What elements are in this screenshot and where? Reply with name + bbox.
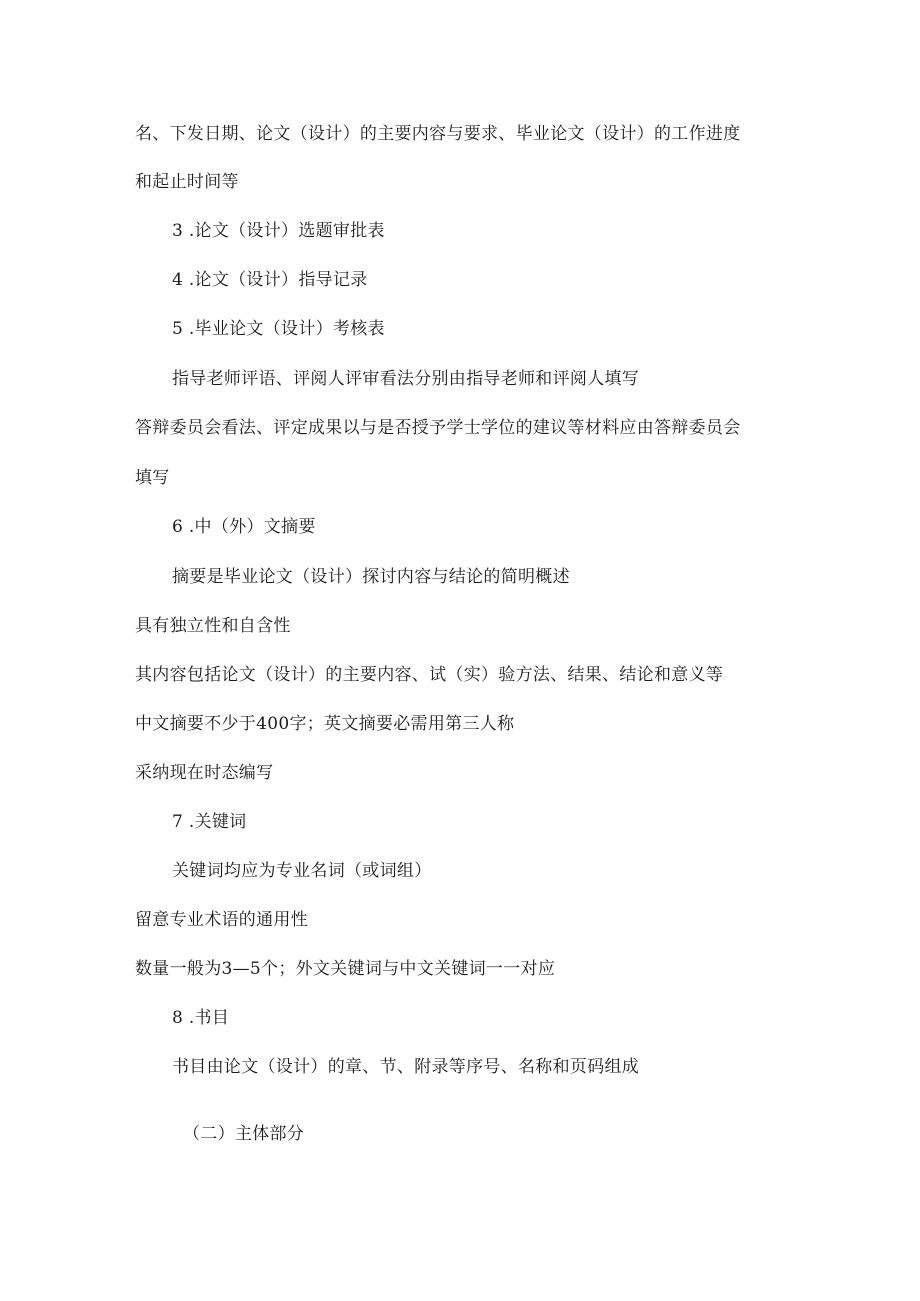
list-item-heading: 8 .书目 xyxy=(172,1008,230,1028)
section-heading: （二）主体部分 xyxy=(183,1124,305,1144)
paragraph-line: 名、下发日期、论文（设计）的主要内容与要求、毕业论文（设计）的工作进度 xyxy=(135,124,741,144)
list-item-heading: 4 .论文（设计）指导记录 xyxy=(172,270,368,290)
paragraph-line: 指导老师评语、评阅人评审看法分别由指导老师和评阅人填写 xyxy=(172,369,640,389)
list-item-heading: 7 .关键词 xyxy=(172,812,247,832)
list-item-heading: 3 .论文（设计）选题审批表 xyxy=(172,221,385,241)
paragraph-line: 和起止时间等 xyxy=(135,172,239,192)
list-item-heading: 5 .毕业论文（设计）考核表 xyxy=(172,319,385,339)
paragraph-line: 中文摘要不少于400字；英文摘要必需用第三人称 xyxy=(135,714,515,734)
list-item-heading: 6 .中（外）文摘要 xyxy=(172,517,316,537)
paragraph-line: 填写 xyxy=(135,468,170,488)
paragraph-line: 关键词均应为专业名词（或词组） xyxy=(172,861,432,881)
paragraph-line: 留意专业术语的通用性 xyxy=(135,910,308,930)
paragraph-line: 书目由论文（设计）的章、节、附录等序号、名称和页码组成 xyxy=(172,1057,640,1077)
paragraph-line: 具有独立性和自含性 xyxy=(135,616,291,636)
paragraph-line: 数量一般为3—5个；外文关键词与中文关键词一一对应 xyxy=(135,959,556,979)
paragraph-line: 采纳现在时态编写 xyxy=(135,763,274,783)
paragraph-line: 答辩委员会看法、评定成果以与是否授予学士学位的建议等材料应由答辩委员会 xyxy=(135,418,741,438)
paragraph-line: 摘要是毕业论文（设计）探讨内容与结论的简明概述 xyxy=(172,567,570,587)
paragraph-line: 其内容包括论文（设计）的主要内容、试（实）验方法、结果、结论和意义等 xyxy=(135,665,724,685)
